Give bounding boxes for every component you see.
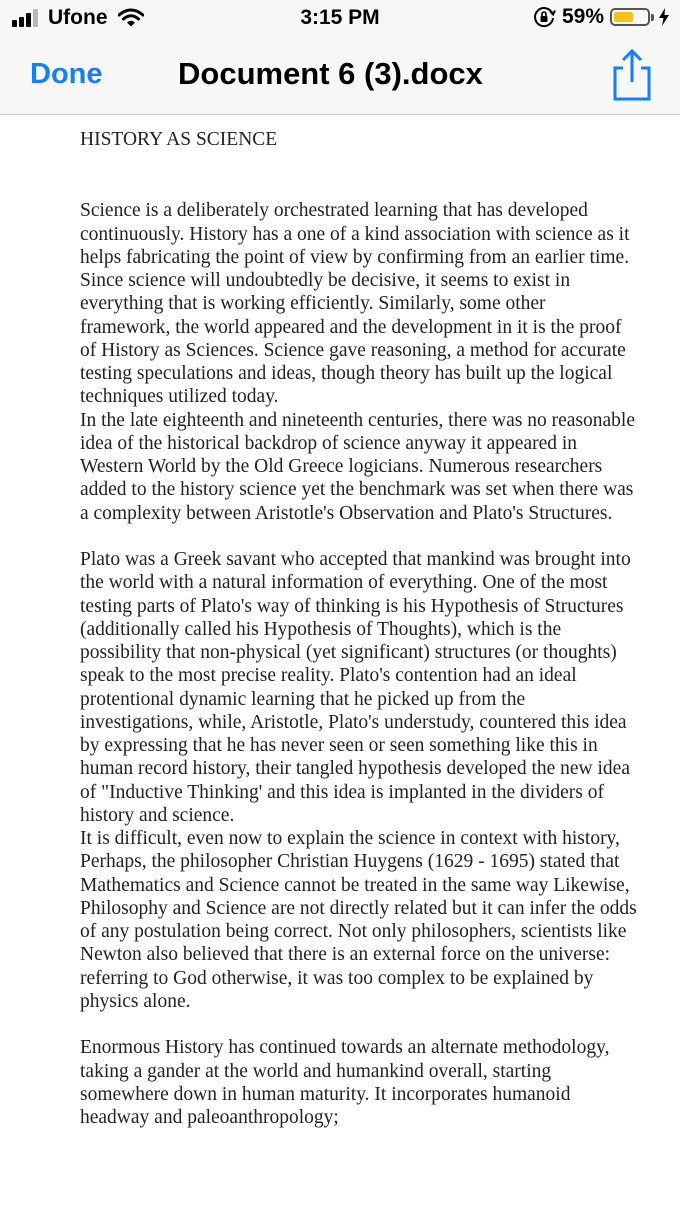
document-paragraph: Science is a deliberately orchestrated learning that has developed continuously. History has a one of a kind association with science as it helps fabricating the point of view by confirming from an earlier time. Since science will undoubtedly be decisive, it seems to exist in everything that is working efficiently. Similarly, some other framework, the world appeared and the development in it is the proof of History as Sciences. Science gave reasoning, a method for accurate testing speculations and ideas, though theory has built up the logical techniques utilized today. [80,200,630,408]
carrier-name: Ufone [48,6,108,29]
status-time: 3:15 PM [300,6,380,29]
status-right [532,5,670,29]
battery-nub [651,14,654,21]
document-paragraph: It is difficult, even now to explain the science in context with history, Perhaps, the philosopher Christian Huygens (1629 - 1695) stated that Mathematics and Science cannot be treated in the same way Likewise, Philosophy and Science are not directly related but it can infer the odds of any postulation being correct. Not only philosophers, scientists like Newton also believed that there is an external force on the universe: referring to God otherwise, it was too complex to be explained by physics alone. [80,828,637,1012]
done-button[interactable]: Done [30,58,103,90]
document-title: Document 6 (3).docx [178,56,483,91]
battery-percent: 59% [561,5,604,28]
document-paragraph: Plato was a Greek savant who accepted that mankind was brought into the world with a natural information of everything. One of the most testing parts of Plato's way of thinking is his Hypothesis of Structures (additionally called his Hypothesis of Thoughts), which is the possibility that non-physical (yet significant) structures (or thoughts) speak to the most precise reality. Plato's contention had an ideal protentional dynamic learning that he picked up from the investigations, while, Aristotle, Plato's understudy, countered this idea by expressing that he has never seen or seen something like this in human record history, their tangled hypothesis developed the new idea of "Inductive Thinking' and this idea is implanted in the dividers of history and science. [80,549,631,826]
document-heading: HISTORY AS SCIENCE [80,129,278,150]
document-body [80,128,640,1129]
document-paragraph: Enormous History has continued towards an alternate methodology, taking a gander at the world and humankind overall, starting somewhere down in human maturity. It incorporates humanoid headway and paleoanthropology; [80,1037,610,1128]
orientation-lock-icon [532,5,556,29]
charging-icon [658,7,670,27]
navigation-bar [0,36,680,115]
battery-level-fill [614,12,633,22]
share-icon [608,48,656,102]
status-bar [0,0,680,36]
battery-icon [610,8,650,26]
document-paragraph: In the late eighteenth and nineteenth centuries, there was no reasonable idea of the historical backdrop of science anyway it appeared in Western World by the Old Greece logicians. Numerous researchers added to the history science yet the benchmark was set when there was a complexity between Aristotle's Observation and Plato's Structures. [80,409,635,524]
share-button[interactable] [608,48,656,102]
